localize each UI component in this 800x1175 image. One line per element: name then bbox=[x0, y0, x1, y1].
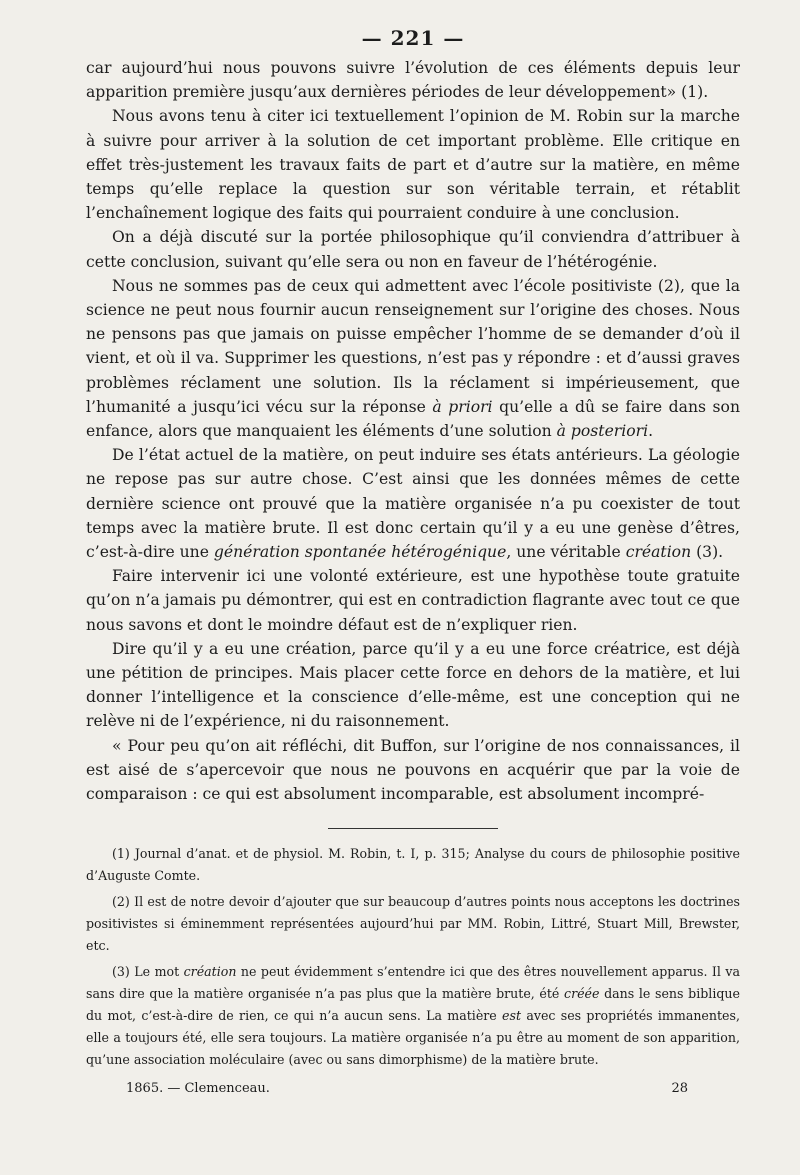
text-run: Nous ne sommes pas de ceux qui admettent avec l’école positiviste (2), que la science ne peut nous fournir aucun renseignement sur l’origine des choses. Nous ne pensons pas que jamais on puisse empêcher l’homme de se demander d’où il vient, et où il va. Supprimer les questions, n’est pas y répondre : et d’aussi graves problèmes réclament une solution. Ils la réclament si impérieusement, que l’humanité a jusqu’ici vécu sur la réponse bbox=[86, 276, 740, 416]
italic-text: génération spontanée hétérogénique bbox=[213, 543, 507, 562]
text-run: Faire intervenir ici une volonté extérieure, est une hypothèse toute gratuite qu’on n’a jamais pu démontrer, qui est en contradiction flagrante avec tout ce que nous savons et dont le moindre défaut est de n’expliquer rien. bbox=[86, 567, 740, 634]
italic-text: est bbox=[502, 1008, 522, 1024]
text-run: , une véritable bbox=[506, 543, 626, 562]
text-run: qu’elle a dû se faire dans son enfance, alors que manquaient les éléments d’une solution bbox=[86, 397, 740, 441]
italic-text: créée bbox=[564, 986, 600, 1002]
page-number: — 221 — bbox=[361, 26, 465, 50]
footnote-separator bbox=[328, 828, 498, 829]
italic-text: création bbox=[183, 964, 237, 980]
footnote bbox=[86, 961, 740, 1071]
text-run: (1) Journal d’anat. et de physiol. M. Robin, t. I, p. 315; Analyse du cours de philosophie positive d’Auguste Comte. bbox=[86, 846, 740, 884]
text-run: Dire qu’il y a eu une création, parce qu’il y a eu une force créatrice, est déjà une pétition de principes. Mais placer cette force en dehors de la matière, et lui donner l’intelligence et la conscience d’elle-même, est une conception qui ne relève ni de l’expérience, ni du raisonnement. bbox=[86, 639, 740, 731]
footnote bbox=[86, 891, 740, 957]
text-run: Nous avons tenu à citer ici textuellement l’opinion de M. Robin sur la marche à suivre pour arriver à la solution de cet important problème. Elle critique en effet très-justement les travaux faits de part et d’autre sur la matière, en même temps qu’elle replace la question sur son véritable terrain, et rétablit l’enchaînement logique des faits qui pourraient conduire à une conclusion. bbox=[86, 107, 740, 223]
text-run: (2) Il est de notre devoir d’ajouter que sur beaucoup d’autres points nous acceptons les doctrines positivistes si éminemment représentées aujourd’hui par MM. Robin, Littré, Stuart Mill, Brewster, etc. bbox=[86, 894, 740, 954]
paragraph bbox=[86, 274, 740, 443]
paragraph bbox=[86, 225, 740, 273]
paragraph bbox=[86, 104, 740, 225]
text-run: De l’état actuel de la matière, on peut induire ses états antérieurs. La géologie ne repose pas sur autre chose. C’est ainsi que les données mêmes de cette dernière science ont prouvé que la matière organisée n’a pu coexister de tout temps avec la matière brute. Il est donc certain qu’il y a eu une genèse d’êtres, c’est-à-dire une bbox=[86, 446, 740, 562]
page-footer bbox=[86, 1081, 740, 1096]
footer-signature: 1865. — Clemenceau. bbox=[126, 1081, 270, 1097]
italic-text: à posteriori bbox=[556, 422, 649, 441]
text-run: car aujourd’hui nous pouvons suivre l’évolution de ces éléments depuis leur apparition première jusqu’aux dernières périodes de leur développement» (1). bbox=[86, 59, 740, 102]
text-run: dans le sens biblique du mot, c’est-à-dire de rien, ce qui n’a aucun sens. La matière bbox=[86, 986, 740, 1024]
paragraph bbox=[86, 564, 740, 637]
italic-text: à priori bbox=[432, 397, 493, 416]
text-run: « Pour peu qu’on ait réfléchi, dit Buffon, sur l’origine de nos connaissances, il est aisé de s’apercevoir que nous ne pouvons en acquérir que par la voie de comparaison : ce qui est absolument incomparable, est absolument incompré- bbox=[86, 736, 740, 804]
text-run: avec ses propriétés immanentes, elle a toujours été, elle sera toujours. La matière organisée n’a pu être au moment de son apparition, qu’une association moléculaire (avec ou sans dimorphisme) de la matière brute. bbox=[86, 1008, 740, 1068]
text-run: On a déjà discuté sur la portée philosophique qu’il conviendra d’attribuer à cette conclusion, suivant qu’elle sera ou non en faveur de l’hétérogénie. bbox=[86, 228, 740, 271]
text-run: (3) Le mot bbox=[112, 964, 184, 980]
footer-sheet-number: 28 bbox=[671, 1081, 688, 1097]
paragraph bbox=[86, 443, 740, 564]
paragraph bbox=[86, 734, 740, 807]
footnotes bbox=[86, 843, 740, 1071]
italic-text: création bbox=[625, 543, 692, 562]
body-text bbox=[86, 56, 740, 806]
text-run: ne peut évidemment s’entendre ici que des êtres nouvellement apparus. Il va sans dire que la matière organisée n’a pas plus que la matière brute, été bbox=[86, 964, 740, 1002]
text-run: (3). bbox=[691, 543, 724, 562]
paragraph bbox=[86, 637, 740, 734]
paragraph bbox=[86, 56, 740, 104]
footnote bbox=[86, 843, 740, 887]
text-run: . bbox=[648, 422, 654, 441]
